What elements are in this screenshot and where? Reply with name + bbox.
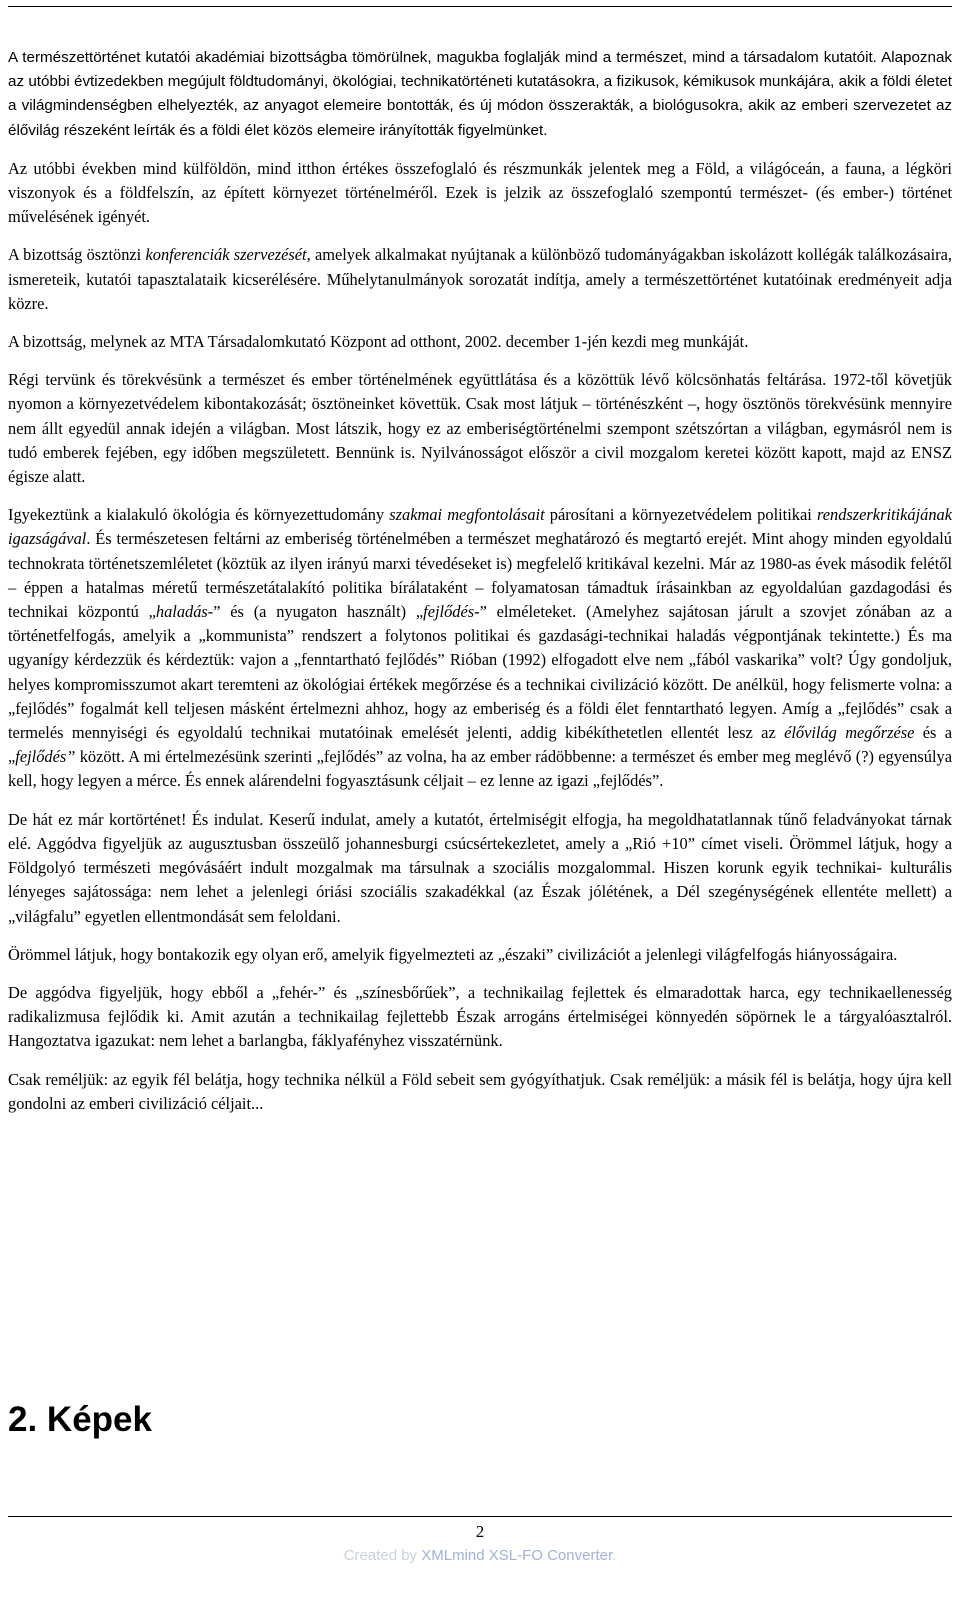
- paragraph-6: Igyekeztünk a kialakuló ökológia és környezettudomány szakmai megfontolásait párosítani a környezetvédelem politikai rendszerkritikájának igazságával. És természetesen feltárni az emberiség történelmében a természet meghatározó és megtartó erejét. Mint ahogy minden egyoldalú technokrata történetszemléletet (köztük az ilyen irányú marxi tévedéseket is) megfelelő kritikával kezelni. Már az 1980-as évek második felétől – éppen a hatalmas méretű természetátalakító politika bírálataként – folyamatosan támadtuk írásainkban az egyoldalúan gazdagodási és technikai központú „haladás-” és (a nyugaton használt) „fejlődés-” elméleteket. (Amelyhez sajátosan járult a szovjet zónában az a történetfelfogás, amelyik a „kommunista” rendszert a folytonos politikai és gazdasági-technikai haladás végpontjának tekintette.) És ma ugyanígy kérdezzük és kérdeztük: vajon a „fenntartható fejlődés” Rióban (1992) elfogadott elve nem „fából vaskarika” volt? Úgy gondoljuk, helyes kompromisszumot akart teremteni az ökológiai értékek megőrzése és a technikai civilizáció között. De anélkül, hogy felismerte volna: a „fejlődés” fogalmát kell teljesen másként értelmezni ahhoz, hogy az emberiség és a földi élet fenntartható legyen. Amíg a „fejlődés” csak a termelés mennyiségi és egyoldalú technikai mutatóinak emelését jelenti, addig kibékíthetetlen ellentét lesz az élővilág megőrzése és a „fejlődés” között. A mi értelmezésünk szerinti „fejlődés” az volna, ha az ember rádöbbenne: a természet és ember meg meglévő (?) egyensúlya kell, hogy legyen a mérce. És ennek alárendelni fogyasztásunk céljait – ez lenne az igazi „fejlődés”.: [8, 505, 952, 791]
- paragraph-1: A természettörténet kutatói akadémiai bizottságba tömörülnek, magukba foglalják mind a természet, mind a társadalom kutatóit. Alapoznak az utóbbi évtizedekben megújult földtudományi, ökológiai, technikatörténeti kutatásokra, a fizikusok, kémikusok munkájára, akik a földi életet a világmindenségben elhelyezték, az anyagot elemeire bontották, és új módon összerakták, a biológusokra, akik az emberi szervezetet az élővilág részeként leírták és a földi élet közös elemeire irányították figyelmünket.: [8, 49, 952, 139]
- footer-brand-link[interactable]: XMLmind XSL-FO Converter: [421, 1547, 613, 1564]
- paragraph-10: Csak reméljük: az egyik fél belátja, hogy technika nélkül a Föld sebeit sem gyógyíthatjuk. Csak reméljük: a másik fél is belátja, hogy újra kell gondolni az emberi civilizáció céljait...: [8, 1069, 952, 1113]
- top-rule: [8, 6, 952, 7]
- paragraph-4: A bizottság, melynek az MTA Társadalomkutató Központ ad otthont, 2002. december 1-jén kezdi meg munkáját.: [8, 332, 749, 352]
- paragraph-3: A bizottság ösztönzi konferenciák szervezését, amelyek alkalmakat nyújtanak a különböző tudományágakban iskolázott kollégák találkozásaira, ismereteik, kutatói tapasztalataik kicserélésére. Műhelytanulmányok sorozatát indítja, amely a természettörténet kutatóinak eredményeit adja közre.: [8, 245, 952, 313]
- paragraph-2: Az utóbbi években mind külföldön, mind itthon értékes összefoglaló és részmunkák jelentek meg a Föld, a világóceán, a fauna, a légköri viszonyok és a földfelszín, az épített környezet történelméről. Ezek is jelzik az összefoglaló szempontú természet- (és ember-) történet művelésének igényét.: [8, 158, 952, 227]
- paragraph-9: De aggódva figyeljük, hogy ebből a „fehér-” és „színesbőrűek”, a technikailag fejlettek és elmaradottak harca, egy technikaellenesség radikalizmusa fejlődik ki. Amit azután a technikailag fejlettebb Észak arrogáns értelmiségei könnyedén söpörnek le a tárgyalóasztalról. Hangoztatva igazukat: nem lehet a barlangba, fáklyafényhez visszatérnünk.: [8, 982, 952, 1051]
- footer-credit: Created by XMLmind XSL-FO Converter.: [343, 1547, 617, 1564]
- paragraph-8: Örömmel látjuk, hogy bontakozik egy olyan erő, amelyik figyelmezteti az „északi” civilizációt a jelenlegi világfelfogás hiányosságaira.: [8, 944, 898, 964]
- document-body: [8, 46, 952, 1130]
- page-number: 2: [475, 1522, 485, 1541]
- paragraph-5: Régi tervünk és törekvésünk a természet és ember történelmének együttlátása és a közöttük lévő kölcsönhatás feltárása. 1972-től követjük nyomon a környezetvédelem kibontakozását; ösztöneinket követtük. Csak most látjuk – történészként –, hogy ösztönös törekvésünk mennyire nem állt egyedül annak idején a világban. Most látszik, hogy ez az emberiségtörténelmi szempont szétszórtan a világban, egymásról nem is tudó emberek fejében, egy időben megszületett. Bennünk is. Nyilvánosságot először a civil mozgalom keretei között kapott, majd az ENSZ égisze alatt.: [8, 370, 952, 487]
- bottom-rule: [8, 1516, 952, 1517]
- paragraph-7: De hát ez már kortörténet! És indulat. Keserű indulat, amely a kutatót, értelmiségit elfogja, ha megoldhatatlannak tűnő feladványokat tárnak elé. Aggódva figyeljük az augusztusban összeülő johannesburgi csúcsértekezletet, amely a „Rió +10” címet viseli. Örömmel látjuk, hogy a Földgolyó természeti megóvásáért indult mozgalmak ma társulnak a szociális mozgalommal. Hiszen korunk egyik technikai- kulturális lényeges sajátossága: nem lehet a jelenlegi óriási szociális szakadékkal (az Észak jólétének, a Dél szegénységének ellentéte mellett) a „világfalu” egyetlen ellentmondását sem feloldani.: [8, 809, 952, 926]
- section-heading: 2. Képek: [8, 1400, 152, 1439]
